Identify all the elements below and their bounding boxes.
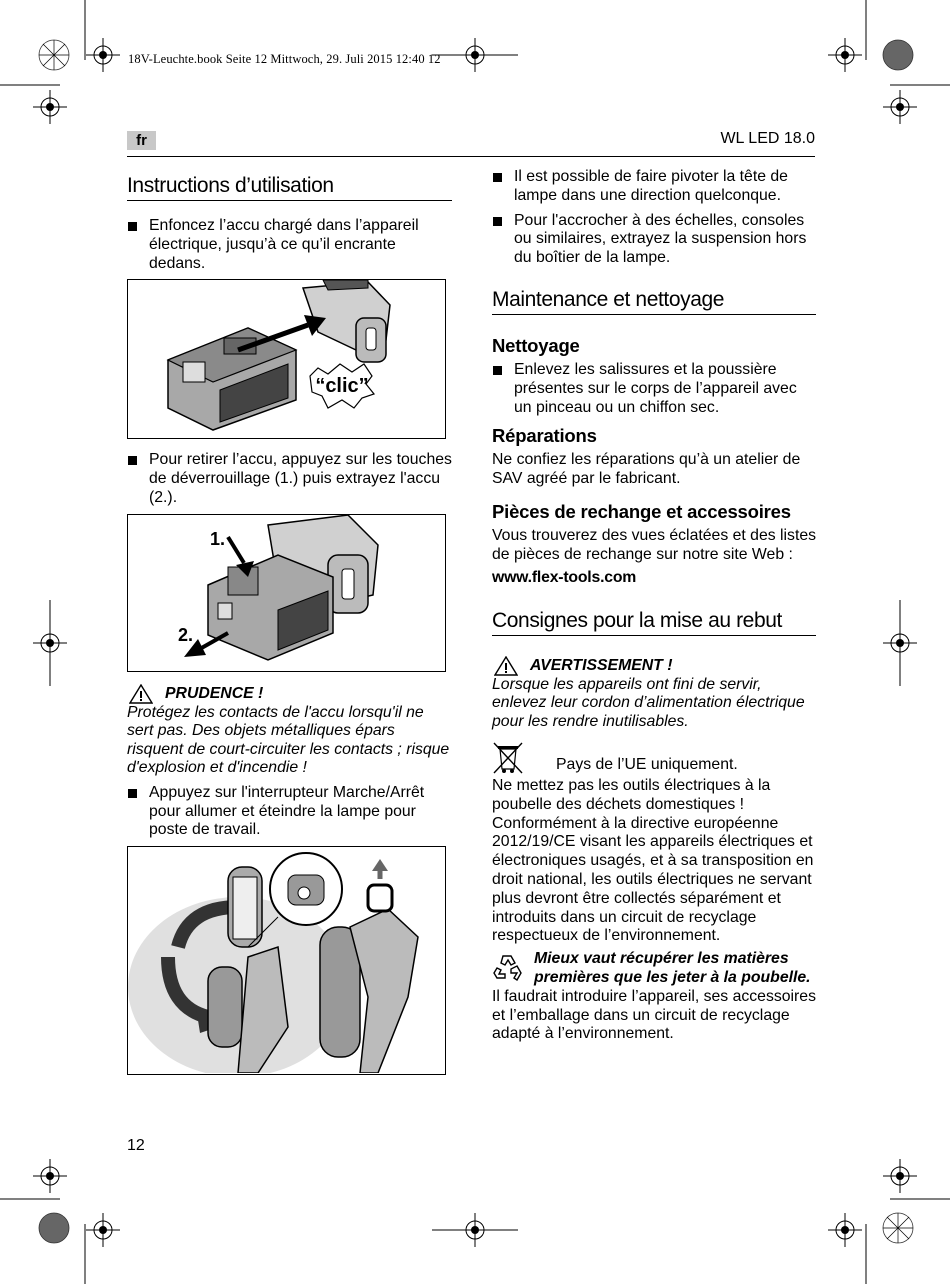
- eu-only-text: Pays de l’UE uniquement.: [556, 756, 738, 774]
- warning-heading: [492, 656, 816, 676]
- warning-triangle-icon: [494, 656, 518, 676]
- parts-text: Vous trouverez des vues éclatées et des listes de pièces de rechange sur notre site Web :: [492, 526, 817, 563]
- step2-label: 2.: [178, 624, 194, 645]
- recycle-text: Il faudrait introduire l’appareil, ses accessoires et l’emballage dans un circuit de recyclage adapté à l’environnement.: [492, 987, 816, 1043]
- recycle-icon: [492, 950, 526, 984]
- caution-title: PRUDENCE !: [165, 685, 264, 703]
- warning-title: AVERTISSEMENT !: [530, 657, 673, 675]
- website-url: www.flex-tools.com: [492, 568, 637, 586]
- switch-bullet: Appuyez sur l'interrupteur Marche/Arrêt pour allumer et éteindre la lampe pour poste de travail.: [127, 784, 452, 840]
- page-number: 12: [127, 1137, 145, 1154]
- clic-label: “clic”: [315, 375, 369, 398]
- remove-battery-illustration: [128, 515, 444, 670]
- warning-triangle-icon: [129, 684, 153, 704]
- right-column: [492, 168, 816, 1048]
- insert-battery-bullet: Enfoncez l’accu chargé dans l’appareil électrique, jusqu’à ce qu’il encrante dedans.: [127, 217, 452, 273]
- eu-only-row: [492, 741, 816, 775]
- usage-heading: Instructions d’utilisation: [127, 174, 452, 201]
- insert-battery-illustration: [128, 280, 444, 437]
- weee-text: Ne mettez pas les outils électriques à la poubelle des déchets domestiques ! Conformément à la directive européenne 2012/19/CE visant les appareils électriques et électroniques usagés, et à sa transposition en droit national, les outils électriques ne servant plus devront être collectés séparément et introduits dans un circuit de recyclage respectueux de l’environnement.: [492, 777, 814, 945]
- parts-heading: Pièces de rechange et accessoires: [492, 500, 791, 522]
- cleaning-bullet: Enlevez les salissures et la poussière présentes sur le corps de l’appareil avec un pinceau ou un chiffon sec.: [492, 361, 816, 417]
- caution-heading: [127, 684, 452, 704]
- remove-battery-bullet: Pour retirer l’accu, appuyez sur les touches de déverrouillage (1.) puis extrayez l'accu (2.).: [127, 451, 452, 507]
- remove-battery-figure: [127, 514, 446, 672]
- print-header: 18V-Leuchte.book Seite 12 Mittwoch, 29. Juli 2015 12:40 12: [128, 52, 441, 66]
- model-name: WL LED 18.0: [720, 130, 815, 147]
- repairs-heading: Réparations: [492, 425, 597, 447]
- step1-label: 1.: [210, 528, 226, 549]
- insert-battery-figure: [127, 279, 446, 439]
- left-column: [127, 168, 452, 1087]
- warning-text: Lorsque les appareils ont fini de servir, enlevez leur cordon d’alimentation électrique pour les rendre inutilisables.: [492, 675, 805, 730]
- caution-text: Protégez les contacts de l'accu lorsqu'il ne sert pas. Des objets métalliques épars risquent de court-circuiter les contacts ; risque d'explosion et d'incendie !: [127, 703, 450, 777]
- pivot-head-bullet: Il est possible de faire pivoter la tête de lampe dans une direction quelconque.: [492, 168, 816, 206]
- recycle-row: [492, 950, 816, 988]
- lamp-operation-figure: [127, 846, 446, 1075]
- repairs-text: Ne confiez les réparations qu’à un atelier de SAV agréé par le fabricant.: [492, 451, 801, 488]
- lamp-operation-illustration: [128, 847, 444, 1073]
- crossed-bin-icon: [492, 741, 524, 775]
- recycle-heading: Mieux vaut récupérer les matières premières que les jeter à la poubelle.: [534, 950, 811, 987]
- header-rule: [127, 156, 815, 157]
- cleaning-heading: Nettoyage: [492, 334, 580, 356]
- disposal-heading: Consignes pour la mise au rebut: [492, 609, 816, 636]
- maintenance-heading: Maintenance et nettoyage: [492, 288, 816, 315]
- language-tag: fr: [127, 131, 156, 150]
- hanger-bullet: Pour l'accrocher à des échelles, consoles ou similaires, extrayez la suspension hors du boîtier de la lampe.: [492, 212, 816, 268]
